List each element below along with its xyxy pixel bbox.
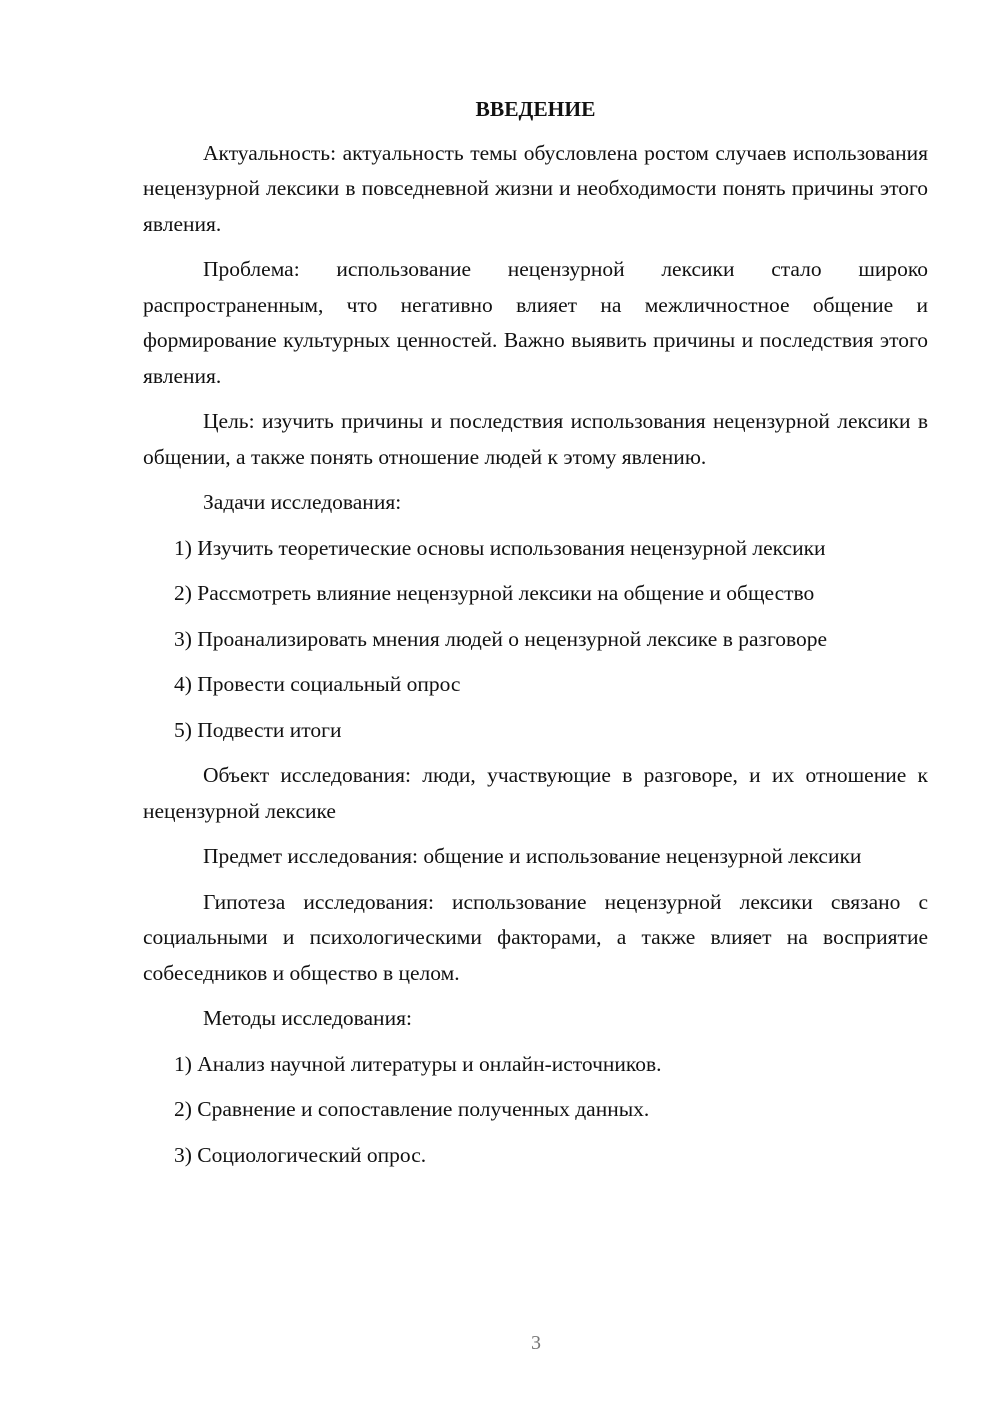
list-item-method-1: 1) Анализ научной литературы и онлайн-источников.	[174, 1051, 662, 1076]
section-title: ВВЕДЕНИЕ	[475, 97, 596, 121]
paragraph-subject: Предмет исследования: общение и использование нецензурной лексики	[203, 844, 862, 868]
page-content	[143, 92, 928, 1183]
paragraph-object: Объект исследования: люди, участвующие в разговоре, и их отношение к нецензурной лексике	[143, 763, 928, 823]
list-item-task-1: 1) Изучить теоретические основы использования нецензурной лексики	[174, 535, 826, 560]
paragraph-methods-heading: Методы исследования:	[203, 1006, 412, 1030]
paragraph-relevance: Актуальность: актуальность темы обусловлена ростом случаев использования нецензурной лексики в повседневной жизни и необходимости понять причины этого явления.	[143, 140, 928, 236]
page-number: 3	[531, 1332, 541, 1354]
paragraph-tasks-heading: Задачи исследования:	[203, 490, 402, 514]
list-item-task-2: 2) Рассмотреть влияние нецензурной лексики на общение и общество	[174, 581, 815, 605]
list-item-task-4: 4) Провести социальный опрос	[174, 672, 461, 696]
list-item-method-3: 3) Социологический опрос.	[174, 1142, 427, 1167]
list-item-task-5: 5) Подвести итоги	[174, 717, 342, 742]
list-item-method-2: 2) Сравнение и сопоставление полученных данных.	[174, 1097, 650, 1121]
paragraph-goal: Цель: изучить причины и последствия использования нецензурной лексики в общении, а также понять отношение людей к этому явлению.	[143, 409, 928, 469]
list-item-task-3: 3) Проанализировать мнения людей о нецензурной лексике в разговоре	[174, 626, 828, 651]
paragraph-problem: Проблема: использование нецензурной лексики стало широко распространенным, что негативно влияет на межличностное общение и формирование культурных ценностей. Важно выявить причины и последствия этого явления.	[143, 257, 928, 388]
paragraph-hypothesis: Гипотеза исследования: использование нецензурной лексики связано с социальными и психологическими факторами, а также влияет на восприятие собеседников и общество в целом.	[143, 889, 928, 985]
